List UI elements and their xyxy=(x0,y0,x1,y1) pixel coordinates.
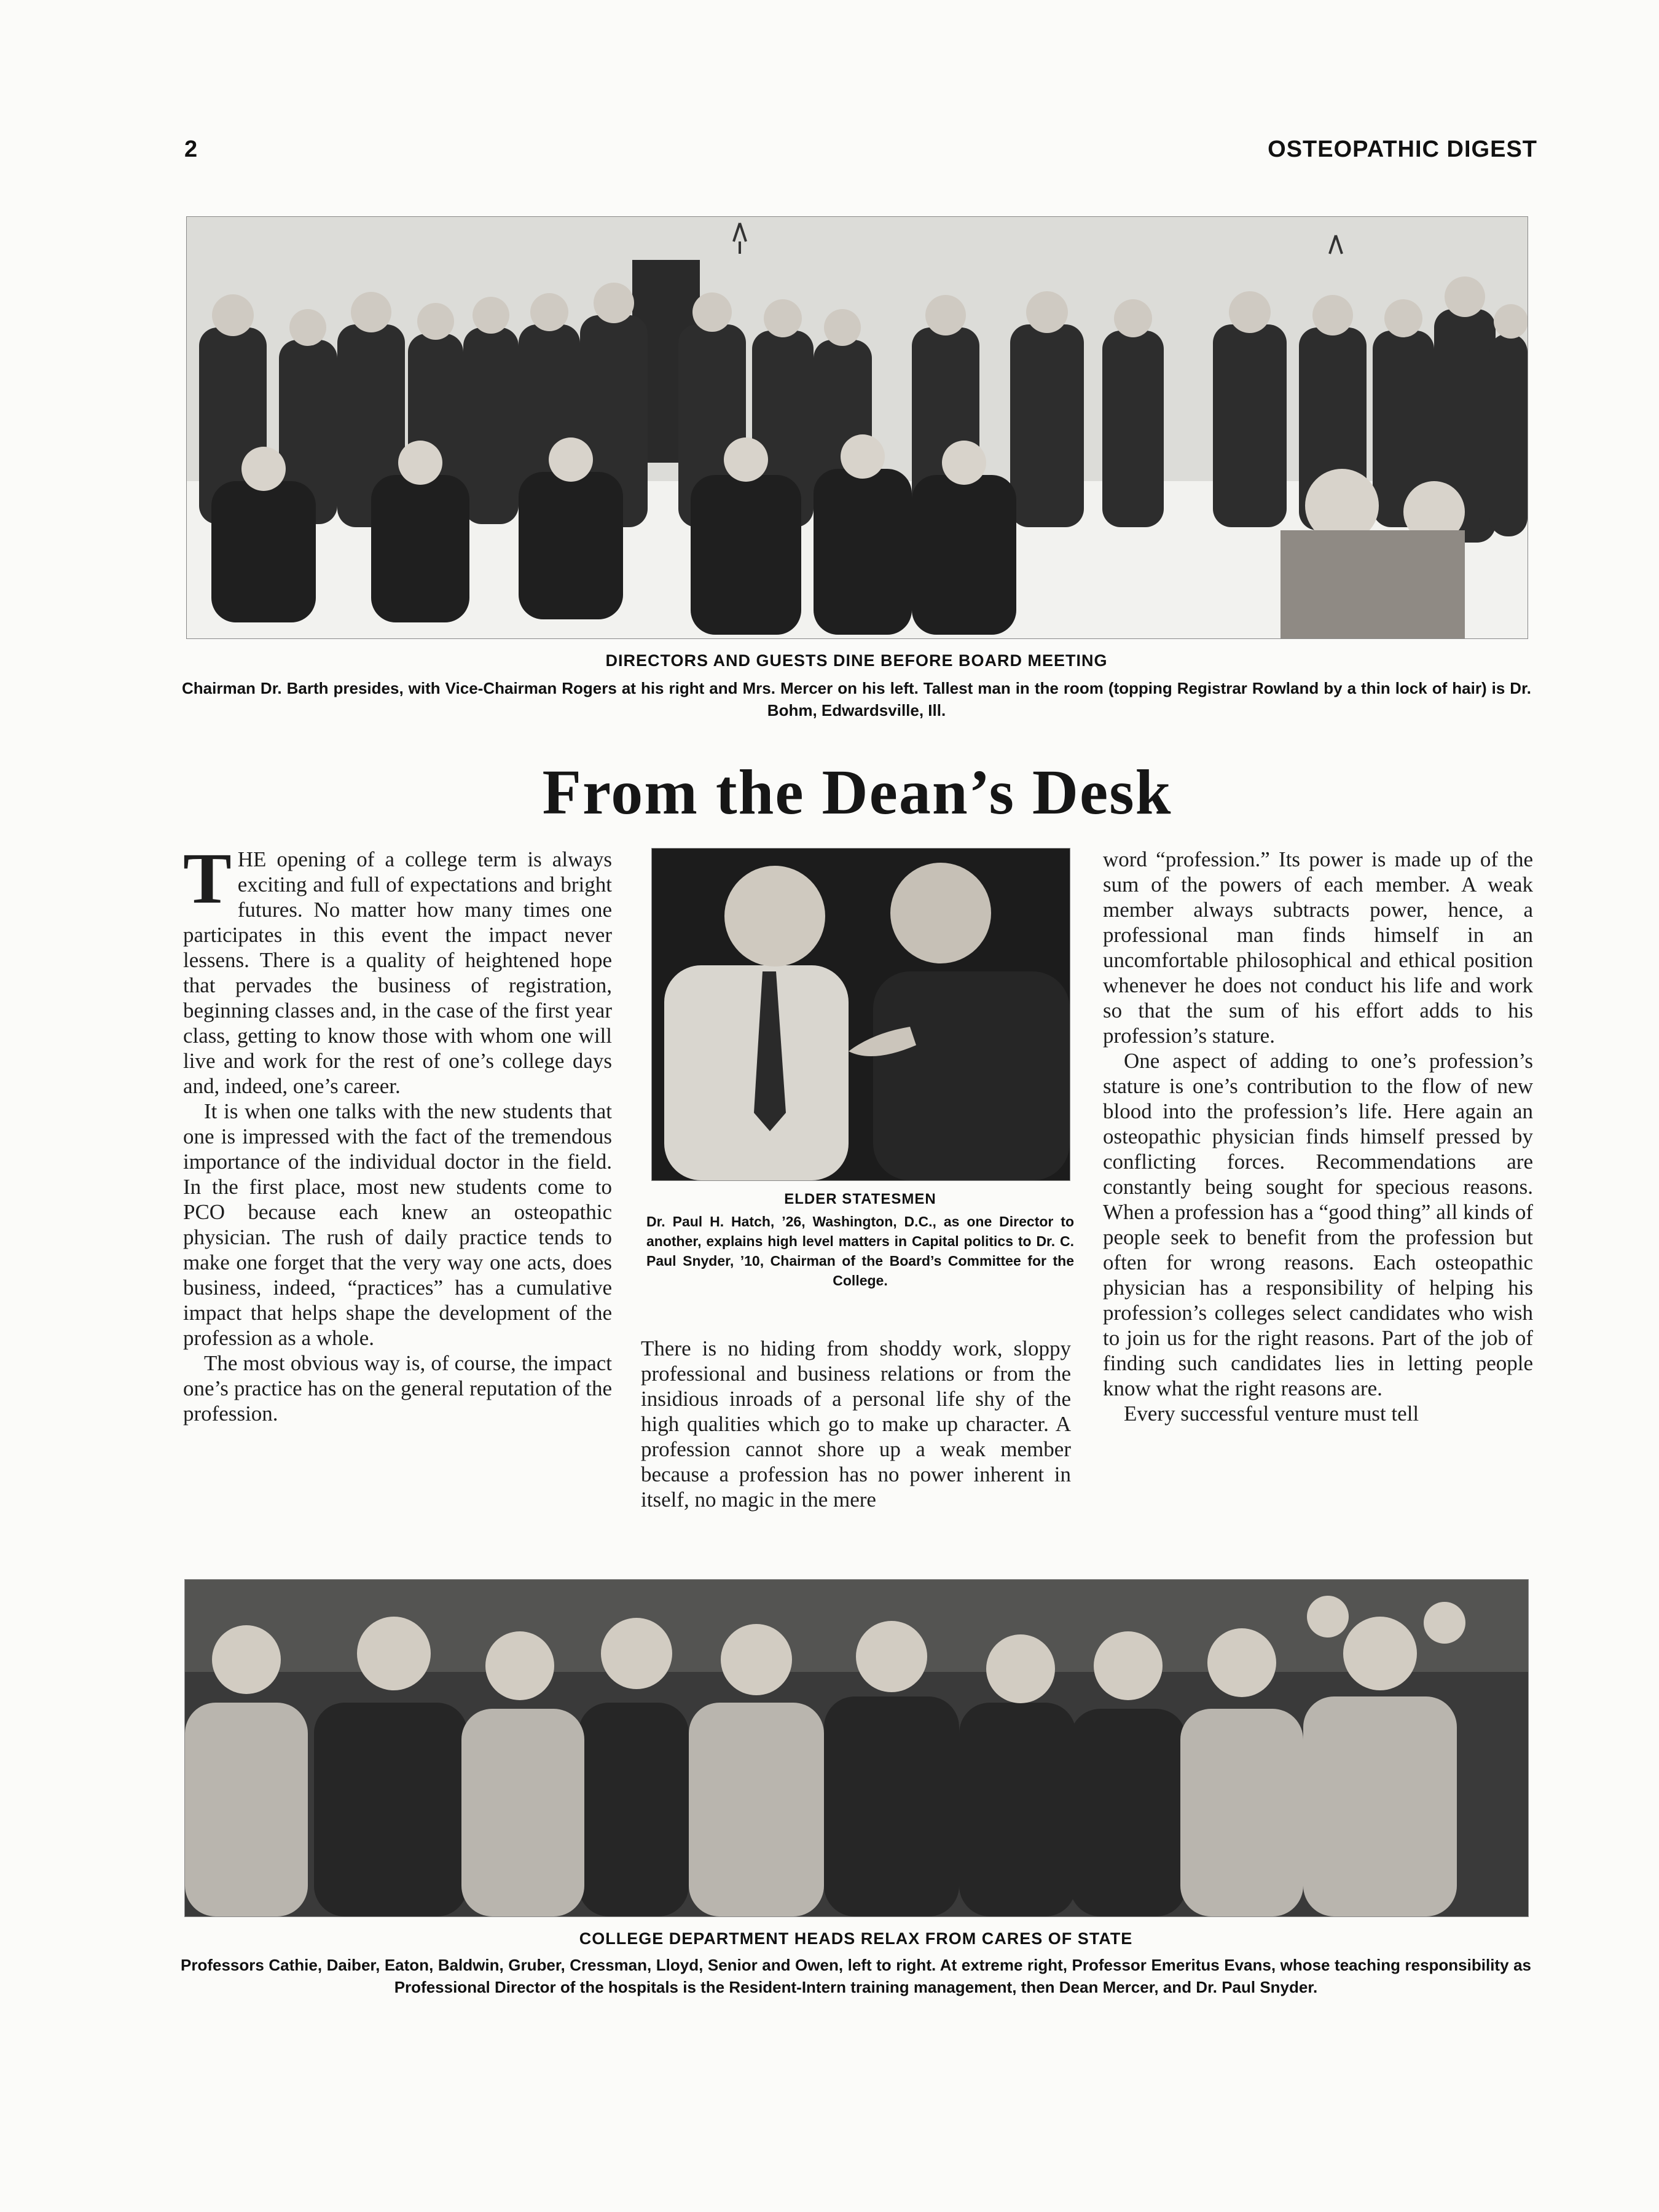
article-column-3 xyxy=(1103,847,1533,1426)
bottom-photo-department-heads xyxy=(184,1579,1529,1917)
page-number: 2 xyxy=(184,136,198,162)
col1-paragraph-2: It is when one talks with the new students that one is impressed with the fact of the tremendous importance of the individual doctor in the field. In the first place, most new students come to PCO because each knew an osteopathic physician. The rush of daily practice tends to make one forget that the very way one acts, does business, indeed, “practices” has a cumulative impact that helps shape the development of the profession as a whole. xyxy=(183,1099,612,1350)
article-column-1 xyxy=(183,838,612,1426)
col2-paragraph-1: There is no hiding from shoddy work, sloppy professional and business relations or from the insidious inroads of a personal life shy of the high qualities which go to make up character. A profession cannot shore up a weak member because a profession has no power inherent in itself, no magic in the mere xyxy=(641,1336,1071,1512)
bottom-photo-caption-text: Professors Cathie, Daiber, Eaton, Baldwin, Gruber, Cressman, Lloyd, Senior and Owen, left to right. At extreme right, Professor Emeritus Evans, whose teaching responsibility as Professional Director of the hospitals is the Resident-Intern training management, then Dean Mercer, and Dr. Paul Snyder. xyxy=(181,1956,1531,1996)
top-photo-caption-text: Chairman Dr. Barth presides, with Vice-Chairman Rogers at his right and Mrs. Mercer on his left. Tallest man in the room (topping Registrar Rowland by a thin lock of hair) is Dr. Bohm, Edwardsville, Ill. xyxy=(182,679,1531,720)
top-photo-caption-title: DIRECTORS AND GUESTS DINE BEFORE BOARD MEETING xyxy=(605,651,1108,670)
col3-paragraph-3: Every successful venture must tell xyxy=(1124,1402,1419,1426)
middle-photo-caption-title: ELDER STATESMEN xyxy=(784,1191,936,1207)
article-column-2 xyxy=(641,1336,1071,1512)
middle-photo-elder-statesmen xyxy=(651,848,1070,1181)
publication-title: OSTEOPATHIC DIGEST xyxy=(1268,136,1537,162)
col3-paragraph-2: One aspect of adding to one’s profession’s stature is one’s contribution to the flow of new blood into the profession’s life. Here again an osteopathic physician finds himself pressed by conflicting forces. Recommendations are constantly being sought for specious reasons. When a profession has a “good thing” all kinds of people seek to benefit from the profession but often for wrong reasons. Each osteopathic physician has a responsibility of helping his profession’s colleges select candidates who wish to join us for the right reasons. Part of the job of finding such candidates lies in letting people know what the right reasons are. xyxy=(1103,1049,1533,1400)
middle-photo-caption-text: Dr. Paul H. Hatch, ’26, Washington, D.C., as one Director to another, explains high level matters in Capital politics to Dr. C. Paul Snyder, ’10, Chairman of the Board’s Committee for the College. xyxy=(646,1214,1074,1288)
top-photo-directors-dinner xyxy=(186,216,1528,639)
drop-cap: T xyxy=(183,838,232,919)
col3-paragraph-1: word “profession.” Its power is made up of the sum of the powers of each member. A weak member always subtracts power, hence, a professional man finds himself in an uncomfortable philosophical and ethical position whenever he does not conduct his life and work so that the sum of his effort adds to his profession’s stature. xyxy=(1103,847,1533,1048)
col1-paragraph-3: The most obvious way is, of course, the impact one’s practice has on the general reputation of the profession. xyxy=(183,1351,612,1426)
col1-paragraph-1: HE opening of a college term is always exciting and full of expectations and bright futures. No matter how many times one participates in this event the impact never lessens. There is a quality of heightened hope that pervades the business of registration, beginning classes and, in the case of the first year class, getting to know those with whom one will live and work for the rest of one’s college days and, indeed, one’s career. xyxy=(183,847,612,1098)
article-title: From the Dean’s Desk xyxy=(542,757,1172,828)
bottom-photo-caption-title: COLLEGE DEPARTMENT HEADS RELAX FROM CARES OF STATE xyxy=(579,1929,1133,1948)
